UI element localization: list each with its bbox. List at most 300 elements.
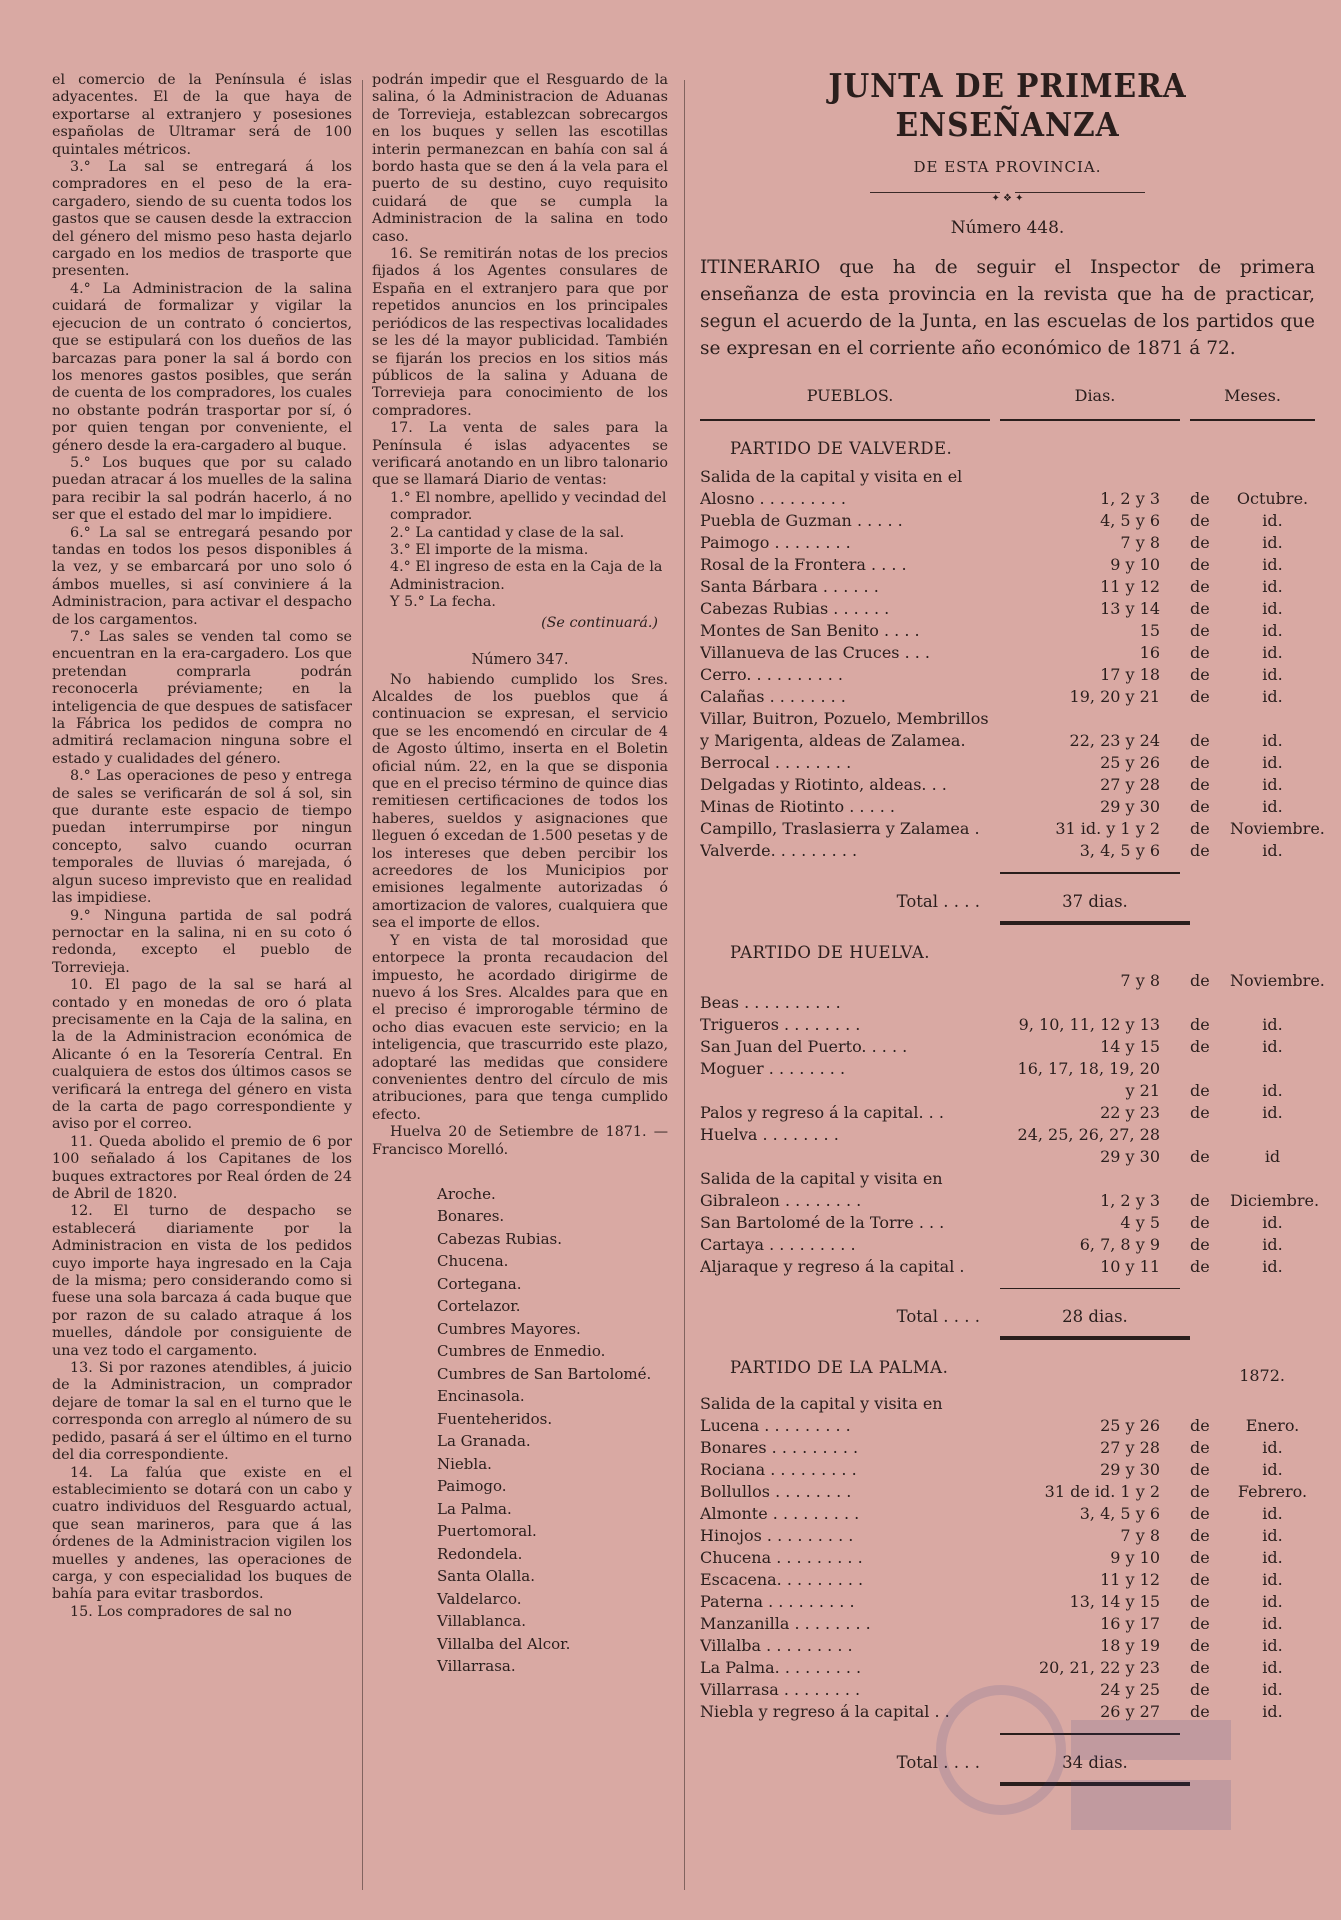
cell-p: y Marigenta, aldeas de Zalamea. <box>700 731 966 750</box>
paragraph: 7.° Las sales se venden tal como se encuentran en la era-cargadero. Los que pretendan comprarla podrán reconocerla préviamente; en la inteligencia de que despues de satisfacer la Fábrica los pedidos de compra no admitirá reclamacion ninguna sobre el estado y cualidades del género. <box>52 629 352 767</box>
town-name: Encinasola. <box>437 1387 525 1406</box>
partido-heading-row <box>700 421 1315 458</box>
cell-m: id <box>1264 1146 1281 1166</box>
cell-d: 4, 5 y 6 <box>1100 511 1160 530</box>
town-name: Cumbres Mayores. <box>437 1319 581 1338</box>
cell-m: id. <box>1262 797 1283 816</box>
list-item: 2.° La cantidad y clase de la sal. <box>390 524 625 541</box>
itinerary-row <box>700 1547 1315 1569</box>
paragraph: 6.° La sal se entregará pesando por tandas en todos los pesos disponibles á la vez, y se embarcará por uno solo ó ámbos muelles, si así conviniere á la Administracion, para activar el despacho de los cargamentos. <box>52 524 352 628</box>
town-name: Bonares. <box>437 1207 505 1226</box>
paragraph: 17. La venta de sales para la Península é islas adyacentes se verificará anotando en un libro talonario que se llamará Diario de ventas: <box>372 420 668 489</box>
itinerary-row <box>700 642 1315 664</box>
cell-m <box>1230 1124 1315 1146</box>
cell-de: de <box>1190 841 1210 860</box>
column-rule-left <box>362 80 363 1890</box>
cell-m: id. <box>1262 643 1283 662</box>
cell-d: 9, 10, 11, 12 y 13 <box>1018 1014 1160 1034</box>
cell-p: Chucena . . . . . . . . . <box>700 1548 863 1567</box>
cell-d: 29 y 30 <box>1100 1146 1160 1166</box>
cell-d: y 21 <box>1125 1080 1160 1100</box>
cell-de: de <box>1190 1080 1210 1100</box>
cell-de: de <box>1190 1146 1210 1166</box>
cell-d: 9 y 10 <box>1110 555 1160 574</box>
cell-de: de <box>1190 577 1210 596</box>
cell-d: 29 y 30 <box>1100 797 1160 816</box>
cell-de: de <box>1190 1636 1210 1655</box>
cell-de <box>1190 1058 1230 1080</box>
column-1 <box>52 72 352 1621</box>
cell-d: 6, 7, 8 y 9 <box>1079 1234 1160 1254</box>
partido-heading-row <box>700 925 1315 962</box>
cell-p: Salida de la capital y visita en <box>700 1394 943 1413</box>
itinerary-row <box>700 1591 1315 1613</box>
itinerary-row <box>700 466 1315 488</box>
cell-p <box>700 1146 1000 1168</box>
cell-p: Cerro. . . . . . . . . . <box>700 665 843 684</box>
town-name: Paimogo. <box>437 1477 507 1496</box>
cell-p: Niebla y regreso á la capital . . <box>700 1702 950 1721</box>
total-label: Total . . . . <box>896 1307 980 1326</box>
cell-de: de <box>1190 1658 1210 1677</box>
partido-name: PARTIDO DE HUELVA. <box>730 942 930 962</box>
cell-d: 26 y 27 <box>1100 1702 1160 1721</box>
paragraph: podrán impedir que el Resguardo de la salina, ó la Administracion de Aduanas de Torrevieja, establezcan sobrecargos en los buques y sellen las escotillas interin permanezcan en bahía con sal á bordo hasta que se den á la vela para el puerto de su destino, cuyo requisito cuidará de que se cumpla la Administracion de la salina en todo caso. <box>372 72 668 245</box>
total-row <box>700 1753 1315 1772</box>
total-rule <box>1000 872 1180 874</box>
cell-p: Valverde. . . . . . . . . <box>700 841 858 860</box>
paragraph: 3.° La sal se entregará á los compradores en el peso de la era-cargadero, siendo de su cuenta todos los gastos que se causen desde la extraccion del género del mismo peso hasta dejarlo cargado en los medios de trasporte que presenten. <box>52 159 352 280</box>
itinerary-row <box>700 1058 1315 1080</box>
cell-m: id. <box>1262 1614 1283 1633</box>
column-3 <box>700 60 1325 1786</box>
cell-p: Rociana . . . . . . . . . <box>700 1460 857 1479</box>
cell-de: de <box>1190 665 1210 684</box>
column-2-articles <box>372 72 668 490</box>
cell-m: id. <box>1262 555 1283 574</box>
itinerary-row <box>700 818 1325 840</box>
itinerary-row <box>700 1657 1315 1679</box>
cell-p: Huelva . . . . . . . . <box>700 1124 839 1144</box>
header-pueblos: PUEBLOS. <box>806 386 894 405</box>
itinerary-row <box>700 796 1315 818</box>
cell-d: 27 y 28 <box>1100 775 1160 794</box>
cell-d: 24 y 25 <box>1100 1680 1160 1699</box>
total-value: 37 dias. <box>1062 891 1128 911</box>
cell-m: id. <box>1262 533 1283 552</box>
cell-m: id. <box>1262 511 1283 530</box>
cell-m: id. <box>1262 577 1283 596</box>
itinerary-row <box>700 1080 1315 1102</box>
cell-m: id. <box>1262 1256 1283 1276</box>
cell-de: de <box>1190 1190 1210 1210</box>
cell-p: Berrocal . . . . . . . . <box>700 753 852 772</box>
town-name: Cumbres de Enmedio. <box>437 1342 606 1361</box>
cell-p: La Palma. . . . . . . . . <box>700 1658 862 1677</box>
cell-de: de <box>1190 1526 1210 1545</box>
cell-m: id. <box>1262 775 1283 794</box>
cell-de: de <box>1190 1548 1210 1567</box>
cell-p: San Bartolomé de la Torre . . . <box>700 1212 945 1232</box>
cell-p <box>700 1080 1000 1102</box>
town-name: Niebla. <box>437 1454 492 1473</box>
cell-d: 22, 23 y 24 <box>1069 731 1160 750</box>
cell-p: Trigueros . . . . . . . . <box>700 1014 861 1034</box>
cell-de <box>1190 1124 1230 1146</box>
town-name: La Palma. <box>437 1499 512 1518</box>
cell-m: id. <box>1262 665 1283 684</box>
cell-d: 17 y 18 <box>1100 665 1160 684</box>
paragraph: 9.° Ninguna partida de sal podrá pernoctar en la salina, ni en su coto ó redonda, excepto el pueblo de Torrevieja. <box>52 907 352 976</box>
cell-de: de <box>1190 970 1210 990</box>
cell-m <box>1230 992 1315 1014</box>
itinerary-row <box>700 1415 1315 1437</box>
total-row <box>700 892 1315 911</box>
header-rule <box>700 419 1315 421</box>
itinerary-row <box>700 1036 1315 1058</box>
cell-d <box>1000 1393 1190 1415</box>
cell-de <box>1190 1168 1230 1190</box>
cell-d: 14 y 15 <box>1100 1036 1160 1056</box>
cell-de: de <box>1190 1014 1210 1034</box>
cell-d: 27 y 28 <box>1100 1438 1160 1457</box>
cell-p: Bonares . . . . . . . . . <box>700 1438 859 1457</box>
cell-d <box>1000 992 1190 1014</box>
cell-p: Beas . . . . . . . . . . <box>700 992 841 1012</box>
cell-p <box>700 970 1000 992</box>
column-rule-right <box>684 80 685 1890</box>
town-name: Villablanca. <box>437 1612 527 1631</box>
town-name: Cortegana. <box>437 1274 522 1293</box>
itinerary-row <box>700 1393 1315 1415</box>
cell-p: Campillo, Traslasierra y Zalamea . <box>700 819 980 838</box>
town-name: Aroche. <box>437 1184 496 1203</box>
cell-d: 13 y 14 <box>1100 599 1160 618</box>
itinerary-row <box>700 992 1315 1014</box>
cell-de: de <box>1190 1680 1210 1699</box>
junta-title: JUNTA DE PRIMERA ENSEÑANZA <box>828 66 1187 144</box>
cell-p: Manzanilla . . . . . . . . <box>700 1614 871 1633</box>
cell-d: 16 y 17 <box>1100 1614 1160 1633</box>
cell-m: id. <box>1262 1570 1283 1589</box>
cell-de: de <box>1190 1234 1210 1254</box>
cell-m: Noviembre. <box>1230 970 1325 990</box>
cell-d: 9 y 10 <box>1110 1548 1160 1567</box>
paragraph: 16. Se remitirán notas de los precios fijados á los Agentes consulares de España en el extranjero para que por repetidos anuncios en los principales periódicos de las respectivas localidades se les dé la mayor publicidad. También se fijarán los precios en los sitios más públicos de la salina y Aduana de Torrevieja para conocimiento de los compradores. <box>372 246 668 419</box>
cell-p: Gibraleon . . . . . . . . <box>700 1190 862 1210</box>
diario-de-ventas-list <box>372 490 668 612</box>
cell-de: de <box>1190 1460 1210 1479</box>
itinerary-row <box>700 686 1315 708</box>
cell-m: id. <box>1262 1460 1283 1479</box>
town-name: Santa Olalla. <box>437 1567 535 1586</box>
cell-d: 31 de id. 1 y 2 <box>1044 1482 1160 1501</box>
cell-m: id. <box>1262 1526 1283 1545</box>
cell-p: Salida de la capital y visita en el <box>700 467 963 486</box>
partido-heading-row <box>700 1340 1315 1385</box>
section-rule <box>1000 1782 1190 1786</box>
town-name: Puertomoral. <box>437 1522 537 1541</box>
cell-p: Villar, Buitron, Pozuelo, Membrillos <box>700 709 989 728</box>
cell-d: 29 y 30 <box>1100 1460 1160 1479</box>
cell-p: Paimogo . . . . . . . . <box>700 533 851 552</box>
cell-m: Octubre. <box>1236 489 1309 508</box>
table-header <box>700 386 1315 405</box>
itinerary-row <box>700 554 1315 576</box>
header-meses: Meses. <box>1224 386 1281 405</box>
itinerario-intro: ITINERARIO que ha de seguir el Inspector de primera enseñanza de esta provincia en la revista que ha de practicar, segun el acuerdo de la Junta, en las escuelas de los partidos que se expresan en el corriente año económico de 1871 á 72. <box>700 257 1315 359</box>
itinerary-row <box>700 1102 1315 1124</box>
cell-m: id. <box>1262 1234 1283 1254</box>
cell-m: Febrero. <box>1237 1482 1308 1501</box>
cell-m: id. <box>1262 621 1283 640</box>
cell-de <box>1190 708 1230 730</box>
cell-de: de <box>1190 621 1210 640</box>
cell-m: id. <box>1262 753 1283 772</box>
numero-347-heading: Número 347. <box>471 651 569 668</box>
cell-m: id. <box>1262 841 1283 860</box>
cell-de: de <box>1190 1614 1210 1633</box>
cell-d: 7 y 8 <box>1120 970 1160 990</box>
cell-d: 13, 14 y 15 <box>1069 1592 1160 1611</box>
town-name: Chucena. <box>437 1252 509 1271</box>
partido-name: PARTIDO DE VALVERDE. <box>730 439 953 458</box>
paragraph: el comercio de la Península é islas adyacentes. El de la que haya de exportarse al extranjero y posesiones españolas de Ultramar será de 100 quintales métricos. <box>52 72 352 158</box>
cell-p: Rosal de la Frontera . . . . <box>700 555 907 574</box>
town-list <box>437 1183 668 1678</box>
itinerary-row <box>700 1212 1315 1234</box>
total-row <box>700 1307 1315 1326</box>
cell-m: id. <box>1262 1080 1283 1100</box>
cell-d <box>1000 1168 1190 1190</box>
cell-p: Moguer . . . . . . . . <box>700 1058 846 1078</box>
cell-de: de <box>1190 1212 1210 1232</box>
cell-de: de <box>1190 1102 1210 1122</box>
cell-p: Villanueva de las Cruces . . . <box>700 643 931 662</box>
town-name: Cabezas Rubias. <box>437 1229 562 1248</box>
list-item: 1.° El nombre, apellido y vecindad del comprador. <box>390 489 667 524</box>
total-value: 28 dias. <box>1062 1307 1128 1326</box>
cell-d: 11 y 12 <box>1100 1570 1160 1589</box>
cell-m: id. <box>1262 1636 1283 1655</box>
cell-de: de <box>1190 1504 1210 1523</box>
cell-p: Lucena . . . . . . . . . <box>700 1416 851 1435</box>
cell-de: de <box>1190 819 1210 838</box>
itinerary-row <box>700 576 1315 598</box>
itinerary-row <box>700 970 1325 992</box>
cell-m <box>1230 1058 1315 1080</box>
cell-m: id. <box>1262 1592 1283 1611</box>
itinerary-row <box>700 620 1315 642</box>
cell-m: Enero. <box>1245 1416 1300 1435</box>
cell-de: de <box>1190 555 1210 574</box>
cell-de: de <box>1190 1702 1210 1721</box>
cell-de: de <box>1190 797 1210 816</box>
cell-p: Villalba . . . . . . . . . <box>700 1636 853 1655</box>
cell-d: 3, 4, 5 y 6 <box>1079 841 1160 860</box>
total-rule <box>1000 1733 1180 1735</box>
cell-m: id. <box>1262 1548 1283 1567</box>
ornament-divider: ✦ ❖ ✦ <box>700 186 1315 198</box>
itinerary-row <box>700 1256 1315 1278</box>
cell-p: Santa Bárbara . . . . . . <box>700 577 879 596</box>
paragraph: No habiendo cumplido los Sres. Alcaldes de los pueblos que á continuacion se expresan, el servicio que se les encomendó en circular de 4 de Agosto último, inserta en el Boletin oficial núm. 22, en la que se disponia que en el preciso término de quince dias remitiesen certificaciones de todos los haberes, sueldos y asignaciones que lleguen ó excedan de 1.500 pesetas y de los intereses que deben percibir los acreedores de los Municipios por emisiones legalmente autorizadas ó amortizacion de valores, cualquiera que sea el importe de ellos. <box>372 671 668 932</box>
cell-d <box>1000 708 1190 730</box>
town-name: Cortelazor. <box>437 1297 521 1316</box>
cell-d: 4 y 5 <box>1120 1212 1160 1232</box>
cell-m <box>1230 1393 1315 1415</box>
itinerary-row <box>700 840 1315 862</box>
itinerary-row <box>700 1569 1315 1591</box>
cell-de: de <box>1190 533 1210 552</box>
cell-m: id. <box>1262 1438 1283 1457</box>
town-name: La Granada. <box>437 1432 531 1451</box>
itinerary-row <box>700 510 1315 532</box>
cell-p: Palos y regreso á la capital. . . <box>700 1102 944 1122</box>
paragraph: 5.° Los buques que por su calado puedan atracar á los muelles de la salina para recibir la sal podrán hacerlo, á no ser que el estado del mar lo impidiere. <box>52 454 352 524</box>
cell-d: 22 y 23 <box>1100 1102 1160 1122</box>
cell-p: San Juan del Puerto. . . . . <box>700 1036 908 1056</box>
cell-m: id. <box>1262 687 1283 706</box>
itinerary-row <box>700 532 1315 554</box>
cell-d: 20, 21, 22 y 23 <box>1039 1658 1160 1677</box>
itinerary-row <box>700 1146 1315 1168</box>
paragraph: 4.° La Administracion de la salina cuidará de formalizar y vigilar la ejecucion de un contrato ó conciertos, que se estipulará con los dueños de las barcazas para poner la sal á bordo con los menores gastos posibles, que serán de cuenta de los compradores, los cuales no obstante podrán trasportar por sí, ó por quien tengan por conveniente, el género desde la era-cargadero al buque. <box>52 280 352 454</box>
itinerary-row <box>700 708 1315 730</box>
cell-d: 1, 2 y 3 <box>1100 1190 1160 1210</box>
cell-m: id. <box>1262 1036 1283 1056</box>
total-label: Total . . . . <box>896 891 980 911</box>
itinerary-row <box>700 1503 1315 1525</box>
cell-d: 25 y 26 <box>1100 1416 1160 1435</box>
cell-de <box>1190 992 1230 1014</box>
cell-d: 7 y 8 <box>1120 1526 1160 1545</box>
paragraph: Huelva 20 de Setiembre de 1871. —Francisco Morelló. <box>372 1124 668 1158</box>
cell-de: de <box>1190 489 1210 508</box>
cell-de: de <box>1190 687 1210 706</box>
cell-m: id. <box>1262 1504 1283 1523</box>
itinerary-row <box>700 1168 1315 1190</box>
cell-de: de <box>1190 731 1210 750</box>
itinerary-row <box>700 1190 1320 1212</box>
itinerary-row <box>700 730 1315 752</box>
itinerary-row <box>700 1481 1315 1503</box>
circular-text <box>372 672 668 1159</box>
total-value: 34 dias. <box>1062 1752 1128 1772</box>
itinerary-row <box>700 1234 1315 1256</box>
cell-de: de <box>1190 1482 1210 1501</box>
itinerary-row <box>700 1437 1315 1459</box>
cell-de: de <box>1190 1416 1210 1435</box>
cell-m: id. <box>1262 1212 1283 1232</box>
cell-p: Cabezas Rubias . . . . . . <box>700 599 890 618</box>
cell-m: Noviembre. <box>1230 819 1325 838</box>
cell-m: id. <box>1262 1102 1283 1122</box>
cell-m: id. <box>1262 599 1283 618</box>
cell-d: 1, 2 y 3 <box>1100 489 1160 508</box>
header-dias: Dias. <box>1074 386 1116 405</box>
town-name: Villalba del Alcor. <box>437 1634 571 1653</box>
cell-de: de <box>1190 1438 1210 1457</box>
cell-p: Delgadas y Riotinto, aldeas. . . <box>700 775 947 794</box>
cell-p: Escacena. . . . . . . . . <box>700 1570 864 1589</box>
cell-p: Montes de San Benito . . . . <box>700 621 920 640</box>
cell-de: de <box>1190 775 1210 794</box>
partido-name: PARTIDO DE LA PALMA. <box>730 1358 949 1377</box>
itinerary-row <box>700 1459 1315 1481</box>
paragraph: 12. El turno de despacho se establecerá diariamente por la Administracion en vista de los pedidos cuyo importe haya ingresado en la Caja de la misma; pero considerando como si fuese una sola barcaza á cada buque que por razon de su calado atraque á los muelles, dándole por consiguiente de una vez todo el cargamento. <box>52 1203 352 1359</box>
cell-p: Hinojos . . . . . . . . . <box>700 1526 854 1545</box>
cell-d: 31 id. y 1 y 2 <box>1055 819 1160 838</box>
cell-m: id. <box>1262 1680 1283 1699</box>
itinerary-row <box>700 774 1315 796</box>
cell-d: 18 y 19 <box>1100 1636 1160 1655</box>
cell-m <box>1230 1168 1315 1190</box>
cell-de: de <box>1190 643 1210 662</box>
paragraph: Y en vista de tal morosidad que entorpece la pronta recaudacion del impuesto, he acordado dirigirme de nuevo á los Sres. Alcaldes para que en el preciso é improrogable término de ocho dias evacuen este servicio; en la inteligencia, que trascurrido este plazo, adoptaré las medidas que considere convenientes dentro del círculo de mis atribuciones, para que tenga cumplido efecto. <box>372 932 668 1123</box>
cell-d: 11 y 12 <box>1100 577 1160 596</box>
itinerary-row <box>700 1635 1315 1657</box>
cell-p: Alosno . . . . . . . . . <box>700 489 846 508</box>
list-item: 3.° El importe de la misma. <box>390 541 589 558</box>
town-name: Villarrasa. <box>437 1657 516 1676</box>
cell-p: Villarrasa . . . . . . . . <box>700 1680 861 1699</box>
cell-m: id. <box>1262 731 1283 750</box>
list-item: Y 5.° La fecha. <box>390 594 496 611</box>
cell-d: 19, 20 y 21 <box>1069 687 1160 706</box>
cell-p: Paterna . . . . . . . . . <box>700 1592 855 1611</box>
list-item: 4.° El ingreso de esta en la Caja de la Administracion. <box>390 559 663 593</box>
itinerary-row <box>700 1014 1315 1036</box>
cell-m <box>1230 708 1315 730</box>
cell-de <box>1190 1393 1230 1415</box>
year-label: 1872. <box>1239 1366 1285 1385</box>
itinerary-row <box>700 598 1315 620</box>
cell-de <box>1190 466 1230 488</box>
cell-d: 25 y 26 <box>1100 753 1160 772</box>
cell-de: de <box>1190 1570 1210 1589</box>
paragraph: 8.° Las operaciones de peso y entrega de sales se verificarán de sol á sol, sin que durante este espacio de tiempo puedan interrumpirse por ningun concepto, salvo cuando ocurran temporales de lluvias ó marejada, ó algun suceso imprevisto que en realidad las impidiese. <box>52 768 352 907</box>
itinerary-row <box>700 488 1315 510</box>
cell-p: Puebla de Guzman . . . . . <box>700 511 903 530</box>
cell-p: Minas de Riotinto . . . . . <box>700 797 896 816</box>
town-name: Redondela. <box>437 1544 523 1563</box>
cell-d: 15 <box>1139 621 1160 640</box>
cell-p: Almonte . . . . . . . . . <box>700 1504 860 1523</box>
cell-de: de <box>1190 511 1210 530</box>
cell-de: de <box>1190 753 1210 772</box>
cell-p: Aljaraque y regreso á la capital . <box>700 1256 965 1276</box>
total-rule <box>1000 1288 1180 1290</box>
cell-m: id. <box>1262 1702 1283 1721</box>
paragraph: 13. Si por razones atendibles, á juicio de la Administracion, un comprador dejare de tomar la sal en el turno que le corresponda con arreglo al número de su pedido, pasará á ser el último en el turno del dia correspondiente. <box>52 1360 352 1464</box>
itinerary-row <box>700 1679 1315 1701</box>
itinerary-row <box>700 1525 1315 1547</box>
cell-d: 24, 25, 26, 27, 28 <box>1017 1124 1160 1144</box>
itinerary-row <box>700 1701 1315 1723</box>
cell-m: id. <box>1262 1658 1283 1677</box>
cell-de: de <box>1190 1256 1210 1276</box>
cell-de: de <box>1190 1592 1210 1611</box>
itinerary-row <box>700 1124 1315 1146</box>
paragraph: 11. Queda abolido el premio de 6 por 100 señalado á los Capitanes de los buques extractores por Real órden de 24 de Abril de 1820. <box>52 1133 352 1202</box>
cell-d: 16 <box>1139 643 1160 662</box>
cell-m: Diciembre. <box>1230 1190 1320 1210</box>
total-label: Total . . . . <box>896 1752 980 1772</box>
column-2 <box>372 72 668 1678</box>
cell-m: id. <box>1262 1014 1283 1034</box>
partidos-table <box>700 421 1325 1786</box>
